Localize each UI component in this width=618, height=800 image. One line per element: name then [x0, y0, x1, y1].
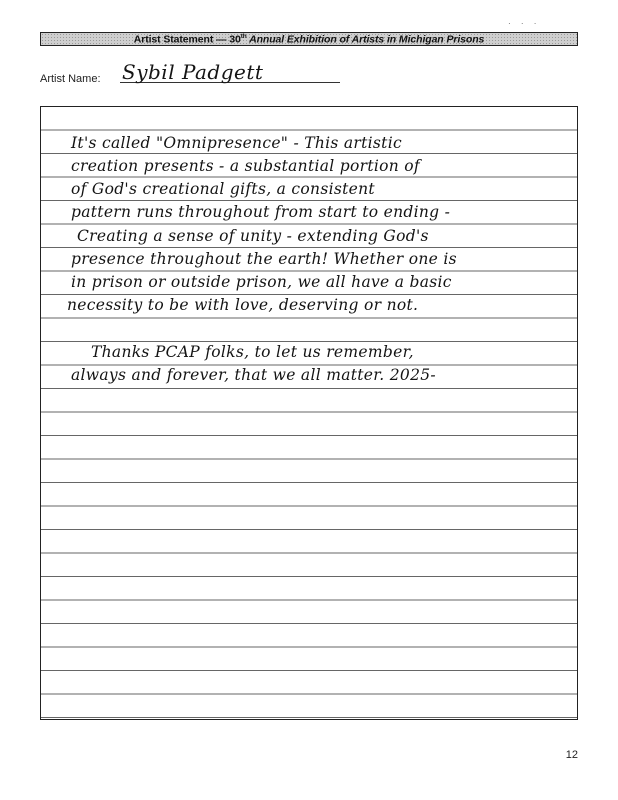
statement-line: necessity to be with love, deserving or not.: [67, 296, 419, 314]
artist-name-row: [40, 60, 340, 90]
artist-name-value: Sybil Padgett: [122, 60, 264, 84]
statement-line: pattern runs throughout from start to ending -: [71, 203, 451, 221]
statement-line: always and forever, that we all matter. 2025-: [71, 366, 436, 384]
statement-line: Thanks PCAP folks, to let us remember,: [91, 343, 414, 361]
statement-line: of God's creational gifts, a consistent: [71, 180, 375, 198]
header-bar: [40, 32, 578, 46]
statement-line: in prison or outside prison, we all have a basic: [71, 273, 452, 291]
page-number: 12: [565, 749, 578, 761]
statement-line: Creating a sense of unity - extending God's: [77, 227, 429, 245]
artist-name-label: Artist Name:: [40, 73, 101, 85]
statement-line: presence throughout the earth! Whether one is: [71, 250, 457, 268]
scan-specks: · · ·: [508, 19, 541, 28]
header-title: Artist Statement — 30th Annual Exhibition of Artists in Michigan Prisons: [133, 32, 485, 46]
statement-line: It's called "Omnipresence" - This artistic: [71, 134, 402, 152]
statement-box: [40, 106, 578, 720]
statement-line: creation presents - a substantial portion of: [71, 157, 420, 175]
